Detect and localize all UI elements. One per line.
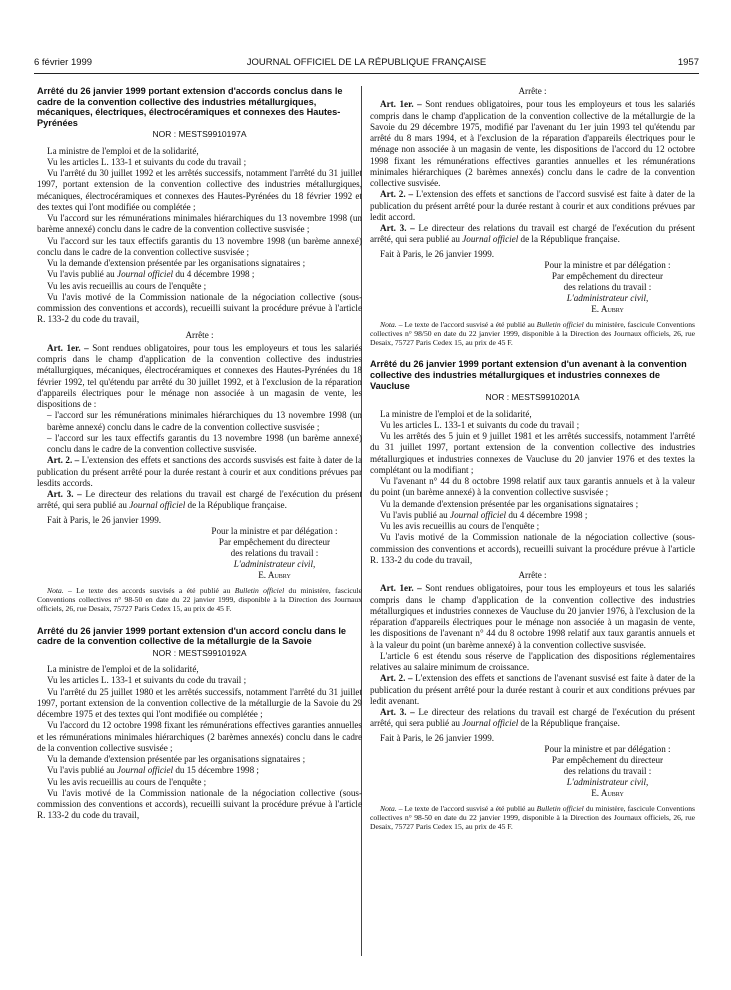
article-label: Art. 2. –	[380, 189, 414, 200]
article-label: Art. 1er. –	[380, 99, 422, 110]
signatory-name: E. Aubry	[258, 569, 291, 580]
paragraph: Vu l'avis motivé de la Commission nationale de la négociation collective (sous-commission des conventions et accords), recueilli suivant la procédure prévue à l'article R. 133-2 du code du travail,	[370, 532, 695, 565]
nor-reference: NOR : MESTS9910201A	[485, 392, 580, 403]
paragraph: Vu les articles L. 133-1 et suivants du code du travail ;	[47, 156, 247, 167]
paragraph: Vu les articles L. 133-1 et suivants du code du travail ;	[47, 675, 247, 686]
paragraph: Vu la demande d'extension présentée par les organisations signataires ;	[47, 754, 306, 765]
arrete-heading: Arrête :	[185, 329, 214, 340]
arrete-title: Arrêté du 26 janvier 1999 portant extension d'un accord conclu dans le cadre de la convention collective de la métallurgie de la Savoie	[37, 625, 347, 647]
paragraph: Vu l'avis publié au Journal officiel du 4 décembre 1998 ;	[47, 269, 255, 280]
paragraph: La ministre de l'emploi et de la solidarité,	[47, 664, 199, 675]
article-label: Art. 3. –	[47, 489, 82, 500]
nota-note: Nota. – Le texte de l'accord susvisé a été publié au Bulletin officiel du ministère, fascicule Conventions collectives n° 98/50 en date du 22 janvier 1999, disponible à la Direction des Journaux officiels, 26, rue Desaix, 75727 Paris Cedex 15, au prix de 45 F.	[370, 319, 695, 347]
signature-block: Pour la ministre et par délégation : Par empêchement du directeur des relations du travail : L'administrateur civil, E. Aubry	[187, 526, 362, 581]
article-3: Art. 3. – Le directeur des relations du travail est chargé de l'exécution du présent arrêté, qui sera publié au Journal officiel de la République française.	[370, 707, 695, 729]
right-column	[370, 86, 695, 831]
article-3: Art. 3. – Le directeur des relations du travail est chargé de l'exécution du présent arrêté, qui sera publié au Journal officiel de la République française.	[370, 223, 695, 245]
paragraph: Vu la demande d'extension présentée par les organisations signataires ;	[47, 258, 306, 269]
article-label: Art. 3. –	[380, 223, 415, 233]
nota-note: Nota. – Le texte de l'accord susvisé a été publié au Bulletin officiel du ministère, fascicule Conventions collectives n° 98-50 en date du 22 janvier 1999, disponible à la Direction des Journaux officiels, 26, rue Desaix, 75727 Paris Cedex 15, au prix de 45 F.	[370, 803, 695, 831]
paragraph: Vu l'accord sur les rémunérations minimales hiérarchiques du 13 novembre 1998 (un barème annexé) conclu dans le cadre de la convention collective susvisée ;	[37, 213, 362, 235]
fait-a-paris: Fait à Paris, le 26 janvier 1999.	[380, 248, 495, 259]
list-item: – l'accord sur les rémunérations minimales hiérarchiques du 13 novembre 1998 (un barème annexé) conclu dans le cadre de la convention collective susvisée ;	[47, 410, 362, 432]
nota-note: Nota. – Le texte des accords susvisés a été publié au Bulletin officiel du ministère, fascicule Conventions collectives n° 98-50 en date du 22 janvier 1999, disponible à la Direction des Journaux officiels, 26, rue Desaix, 75727 Paris Cedex 15, au prix de 45 F.	[37, 585, 362, 613]
header-page-number: 1957	[677, 57, 699, 68]
paragraph: Vu les articles L. 133-1 et suivants du code du travail ;	[380, 419, 580, 430]
arrete-hautes-pyrenees	[37, 86, 362, 614]
article-label: Art. 2. –	[380, 673, 413, 684]
paragraph: La ministre de l'emploi et de la solidarité,	[380, 408, 532, 419]
article-label: Art. 1er. –	[47, 342, 89, 353]
signatory-name: E. Aubry	[591, 787, 624, 798]
journal-officiel-ref: Journal officiel	[117, 765, 174, 776]
paragraph: Vu l'avis publié au Journal officiel du 15 décembre 1998 ;	[47, 765, 259, 776]
paragraph: Vu l'arrêté du 25 juillet 1980 et les arrêtés successifs, notamment l'arrêté du 31 juillet 1997, portant extension de la convention collective de la métallurgie de la Savoie du 29 décembre 1975 et des textes qui l'ont modifiée ou complétée ;	[37, 686, 362, 720]
header-journal-title: JOURNAL OFFICIEL DE LA RÉPUBLIQUE FRANÇAISE	[246, 57, 487, 68]
arrete-heading: Arrête :	[518, 86, 547, 96]
arrete-savoie	[37, 626, 362, 822]
article-2: Art. 2. – L'extension des effets et sanctions de l'avenant susvisé est faite à dater de la publication du présent arrêté pour la durée restant à courir et aux conditions prévues par ledit avenant.	[370, 673, 695, 706]
left-column	[37, 86, 362, 822]
paragraph: Vu la demande d'extension présentée par les organisations signataires ;	[380, 498, 639, 509]
arrete-title: Arrêté du 26 janvier 1999 portant extension d'accords conclus dans le cadre de la convention collective des industries métallurgiques, mécaniques, électriques, électrocéramiques et connexes des Hautes-Pyrénées	[37, 86, 343, 128]
article-2: Art. 2. – L'extension des effets et sanctions des accords susvisés est faite à dater de la publication du présent arrêté pour la durée restant à courir et aux conditions prévues par lesdits accords.	[37, 455, 362, 488]
journal-officiel-ref: Journal officiel	[450, 509, 507, 520]
article-label: Art. 3. –	[380, 707, 415, 717]
fait-a-paris: Fait à Paris, le 26 janvier 1999.	[380, 732, 495, 743]
signatory-name: E. Aubry	[591, 303, 624, 314]
paragraph: L'article 6 est étendu sous réserve de l'application des dispositions réglementaires relatives au salaire minimum de croissance.	[370, 650, 695, 672]
header-date: 6 février 1999	[34, 57, 93, 68]
article-1: Art. 1er. – Sont rendues obligatoires, pour tous les employeurs et tous les salariés compris dans le champ d'application de la convention collective des industries métallurgiques, mécaniques, électrocéramiques et connexes des Hautes-Pyrénées du 18 février 1992, tel qu'étendu par arrêté du 30 juillet 1992, et à l'exclusion de la réparation d'appareils électriques pour le ménage non associée à un magasin de vente, les dispositions de :	[37, 342, 362, 410]
article-2: Art. 2. – L'extension des effets et sanctions de l'accord susvisé est faite à dater de la publication du présent arrêté pour la durée restant à courir et aux conditions prévues par ledit accord.	[370, 189, 695, 222]
paragraph: Vu l'accord sur les taux effectifs garantis du 13 novembre 1998 (un barème annexé) conclu dans le cadre de la convention collective susvisée ;	[37, 235, 362, 257]
article-1: Art. 1er. – Sont rendues obligatoires, pour tous les employeurs et tous les salariés compris dans le champ d'application de la convention collective de la métallurgie de la Savoie du 29 décembre 1975, modifié par l'avenant du 1er juin 1993 tel qu'étendu par arrêté du 8 mars 1994, et à l'exclusion de la réparation d'appareils électriques pour le ménage non associée à un magasin de vente, les dispositions de l'accord du 12 octobre 1998 fixant les rémunérations effectives garanties annuelles et les rémunérations minimales hiérarchiques (2 barèmes annexés) conclu dans le cadre de la convention collective susvisée.	[370, 99, 695, 188]
page-header	[34, 57, 699, 71]
paragraph: La ministre de l'emploi et de la solidarité,	[47, 145, 199, 156]
paragraph: Vu l'avis motivé de la Commission nationale de la négociation collective (sous-commission des conventions et accords), recueilli suivant la procédure prévue à l'article R. 133-2 du code du travail,	[37, 787, 362, 821]
paragraph: Vu l'accord du 12 octobre 1998 fixant les rémunérations effectives garanties annuelles et les rémunérations minimales hiérarchiques (2 barèmes annexés) conclu dans le cadre de la convention collective susvisée ;	[37, 720, 362, 753]
paragraph: Vu l'arrêté du 30 juillet 1992 et les arrêtés successifs, notamment l'arrêté du 31 juillet 1997, portant extension de la convention collective des industries métallurgiques, mécaniques, électrocéramiques et connexes des Hautes-Pyrénées du 18 février 1992 et des textes qui l'ont modifiée ou complétée ;	[37, 168, 362, 212]
fait-a-paris: Fait à Paris, le 26 janvier 1999.	[47, 514, 162, 525]
arrete-savoie-continued	[370, 86, 695, 347]
paragraph: Vu l'avenant n° 44 du 8 octobre 1998 relatif aux taux garantis annuels et à la valeur du point (un barème annexé) à la convention collective susvisée ;	[370, 476, 695, 498]
arrete-vaucluse	[370, 359, 695, 831]
arrete-title: Arrêté du 26 janvier 1999 portant extension d'un avenant à la convention collective des industries métallurgiques et industries connexes de Vaucluse	[370, 359, 687, 391]
nor-reference: NOR : MESTS9910197A	[152, 129, 247, 140]
article-1: Art. 1er. – Sont rendues obligatoires, pour tous les employeurs et tous les salariés compris dans le champ d'application de la convention collective des industries métallurgiques et industries connexes de Vaucluse du 20 janvier 1976, à l'exclusion de la réparation d'appareils électriques pour le ménage non associée à un magasin de vente, les dispositions de l'avenant n° 44 du 8 octobre 1998 relatif aux taux garantis annuels et à la valeur du point (un barème annexé) à la convention collective susvisée.	[370, 583, 695, 650]
signature-block: Pour la ministre et par délégation : Par empêchement du directeur des relations du travail : L'administrateur civil, E. Aubry	[520, 744, 695, 799]
list-item: – l'accord sur les taux effectifs garantis du 13 novembre 1998 (un barème annexé) conclu dans le cadre de la convention collective susvisée.	[47, 432, 362, 455]
header-rule	[34, 73, 699, 74]
paragraph: Vu l'avis motivé de la Commission nationale de la négociation collective (sous-commission des conventions et accords), recueilli suivant la procédure prévue à l'article R. 133-2 du code du travail,	[37, 291, 362, 325]
arrete-heading: Arrête :	[518, 570, 547, 580]
nor-reference: NOR : MESTS9910192A	[152, 647, 247, 658]
paragraph: Vu les arrêtés des 5 juin et 9 juillet 1981 et les arrêtés successifs, notamment l'arrêté du 31 juillet 1997, portant extension de la convention collective des industries métallurgiques et industries connexes de Vaucluse du 20 janvier 1976 et des textes la complétant ou la modifiant ;	[370, 431, 695, 475]
paragraph: Vu l'avis publié au Journal officiel du 4 décembre 1998 ;	[380, 509, 588, 520]
journal-officiel-ref: Journal officiel	[117, 269, 174, 280]
paragraph: Vu les avis recueillis au cours de l'enquête ;	[380, 521, 540, 531]
article-label: Art. 1er. –	[380, 583, 422, 594]
signature-block: Pour la ministre et par délégation : Par empêchement du directeur des relations du travail : L'administrateur civil, E. Aubry	[520, 260, 695, 315]
article-3: Art. 3. – Le directeur des relations du travail est chargé de l'exécution du présent arrêté, qui sera publié au Journal officiel de la République française.	[37, 489, 362, 511]
article-label: Art. 2. –	[47, 455, 80, 466]
paragraph: Vu les avis recueillis au cours de l'enquête ;	[47, 280, 207, 291]
paragraph: Vu les avis recueillis au cours de l'enquête ;	[47, 776, 207, 787]
